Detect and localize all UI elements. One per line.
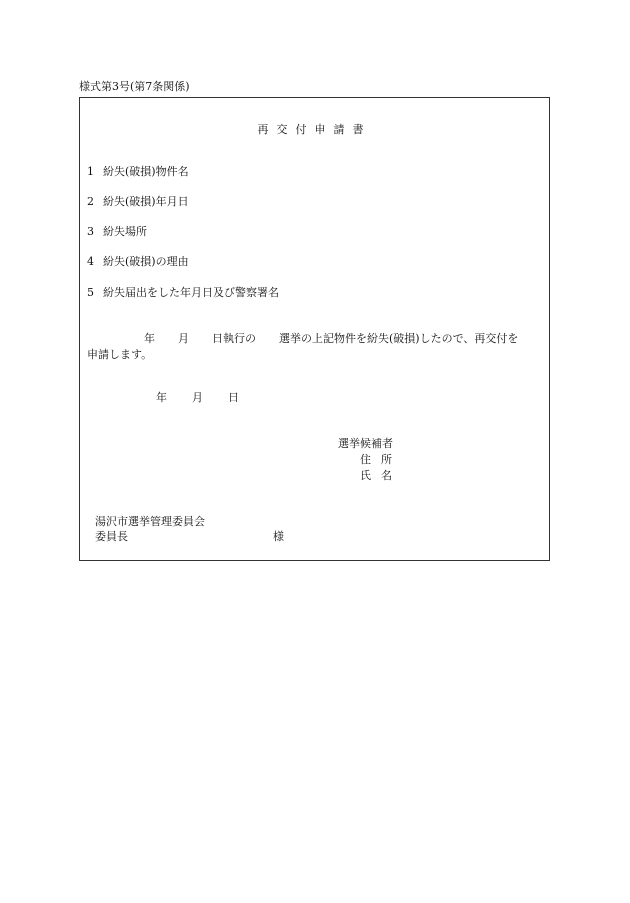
item-lost-article [87, 165, 189, 179]
decl-year: 年 [144, 332, 155, 345]
item-number: 5 [87, 286, 94, 299]
item-lost-place [87, 225, 147, 239]
candidate-label: 選挙候補者 [338, 437, 393, 450]
item-label: 紛失場所 [103, 225, 147, 238]
application-form [79, 97, 550, 561]
item-lost-date [87, 195, 189, 209]
decl-day-exec: 日執行の [212, 332, 256, 345]
election-committee: 湯沢市選挙管理委員会 [95, 515, 205, 528]
item-number: 1 [87, 165, 94, 178]
item-label: 紛失届出をした年月日及び警察署名 [103, 286, 279, 299]
item-label: 紛失(破損)の理由 [103, 255, 189, 268]
decl-month: 月 [178, 332, 189, 345]
candidate-name-label: 氏名 [360, 469, 402, 482]
date-year: 年 [156, 391, 167, 404]
form-number-label: 様式第3号(第7条関係) [79, 80, 190, 93]
date-day: 日 [228, 391, 239, 404]
committee-chair: 委員長 [95, 530, 128, 543]
honorific-sama: 様 [273, 530, 284, 543]
application-date [156, 391, 239, 405]
item-label: 紛失(破損)年月日 [103, 195, 189, 208]
form-title: 再交付申請書 [257, 123, 372, 136]
item-number: 2 [87, 195, 94, 208]
item-lost-reason [87, 255, 189, 269]
item-number: 3 [87, 225, 94, 238]
item-label: 紛失(破損)物件名 [103, 165, 189, 178]
declaration-line-1 [144, 332, 518, 346]
item-police-report [87, 286, 279, 300]
decl-rest: 選挙の上記物件を紛失(破損)したので、再交付を [279, 332, 519, 345]
declaration-line-2: 申請します。 [87, 348, 153, 361]
item-number: 4 [87, 255, 94, 268]
candidate-address-label: 住所 [360, 453, 402, 466]
date-month: 月 [192, 391, 203, 404]
